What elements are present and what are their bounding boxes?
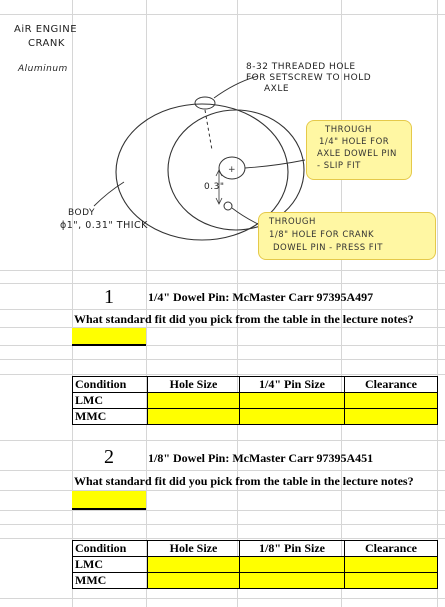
- crank-pin-hole: [224, 202, 232, 210]
- grid-row-line: [0, 598, 445, 599]
- mmc-pin-size-cell[interactable]: [240, 409, 345, 425]
- grid-row-line: [0, 374, 445, 375]
- section-2-answer-cell[interactable]: [72, 491, 146, 510]
- mmc-pin-size-cell[interactable]: [240, 573, 345, 589]
- body-leader: [94, 182, 124, 206]
- grid-row-line: [0, 524, 445, 525]
- header-clearance: Clearance: [345, 541, 438, 557]
- setscrew-note-line2: FOR SETSCREW TO HOLD: [246, 73, 372, 83]
- table-row: [73, 557, 438, 573]
- mmc-hole-size-cell[interactable]: [148, 409, 240, 425]
- header-condition: Condition: [73, 541, 148, 557]
- mmc-hole-size-cell[interactable]: [148, 573, 240, 589]
- section-1-answer-cell[interactable]: [72, 328, 146, 346]
- section-2-pin-title: 1/8" Dowel Pin: McMaster Carr 97395A451: [148, 451, 374, 465]
- axle-hole-note: [306, 120, 412, 180]
- lmc-clearance-cell[interactable]: [345, 557, 438, 573]
- setscrew-hole: [195, 97, 215, 109]
- header-hole-size: Hole Size: [148, 377, 240, 393]
- row-label-lmc: LMC: [73, 557, 148, 573]
- section-2-table: [72, 540, 438, 589]
- sketch-title-line2: CRANK: [28, 38, 65, 49]
- row-label-lmc: LMC: [73, 393, 148, 409]
- body-label: BODY: [68, 208, 96, 218]
- grid-row-line: [0, 440, 445, 441]
- grid-row-line: [0, 490, 445, 491]
- header-clearance: Clearance: [345, 377, 438, 393]
- grid-row-line: [0, 538, 445, 539]
- table-row: [73, 409, 438, 425]
- svg-text:+: +: [228, 165, 236, 175]
- axle-leader: [245, 160, 305, 168]
- table-row: [73, 573, 438, 589]
- section-1-table: [72, 376, 438, 425]
- grid-row-line: [0, 309, 445, 310]
- table-row: [73, 393, 438, 409]
- section-2-number: 2: [104, 446, 114, 468]
- body-dimensions: ϕ1", 0.31" THICK: [60, 220, 148, 231]
- lmc-hole-size-cell[interactable]: [148, 393, 240, 409]
- grid-row-line: [0, 327, 445, 328]
- header-condition: Condition: [73, 377, 148, 393]
- header-pin-size: 1/8" Pin Size: [240, 541, 345, 557]
- lmc-pin-size-cell[interactable]: [240, 557, 345, 573]
- axle-note-line1: THROUGH: [325, 125, 372, 135]
- grid-row-line: [0, 470, 445, 471]
- crank-hole-note: [258, 212, 436, 260]
- grid-row-line: [0, 359, 445, 360]
- setscrew-note-line3: AXLE: [264, 84, 290, 94]
- section-1-pin-title: 1/4" Dowel Pin: McMaster Carr 97395A497: [148, 290, 374, 304]
- row-label-mmc: MMC: [73, 573, 148, 589]
- lmc-hole-size-cell[interactable]: [148, 557, 240, 573]
- sketch-material: Aluminum: [18, 64, 68, 74]
- grid-row-line: [0, 283, 445, 284]
- offset-dimension: 0.3": [204, 182, 225, 192]
- setscrew-hidden-line: [205, 110, 212, 150]
- grid-row-line: [0, 270, 445, 271]
- sketch-title: AiR ENGINE: [14, 24, 78, 35]
- header-pin-size: 1/4" Pin Size: [240, 377, 345, 393]
- mmc-clearance-cell[interactable]: [345, 573, 438, 589]
- row-label-mmc: MMC: [73, 409, 148, 425]
- grid-row-line: [0, 510, 445, 511]
- grid-row-line: [0, 345, 445, 346]
- mmc-clearance-cell[interactable]: [345, 409, 438, 425]
- setscrew-note-line1: 8-32 THREADED HOLE: [246, 62, 356, 72]
- header-hole-size: Hole Size: [148, 541, 240, 557]
- lmc-pin-size-cell[interactable]: [240, 393, 345, 409]
- crank-note-line2: 1/8" HOLE FOR CRANK: [269, 230, 375, 240]
- section-1-question: What standard fit did you pick from the table in the lecture notes?: [74, 312, 414, 326]
- axle-note-line2: 1/4" HOLE FOR: [319, 137, 390, 147]
- crank-note-line3: DOWEL PIN - PRESS FIT: [273, 243, 383, 253]
- section-2-question: What standard fit did you pick from the table in the lecture notes?: [74, 474, 414, 488]
- axle-note-line4: - SLIP FIT: [317, 161, 361, 171]
- section-1-number: 1: [104, 286, 114, 308]
- axle-note-line3: AXLE DOWEL PIN: [317, 149, 397, 159]
- lmc-clearance-cell[interactable]: [345, 393, 438, 409]
- crank-note-line1: THROUGH: [269, 217, 316, 227]
